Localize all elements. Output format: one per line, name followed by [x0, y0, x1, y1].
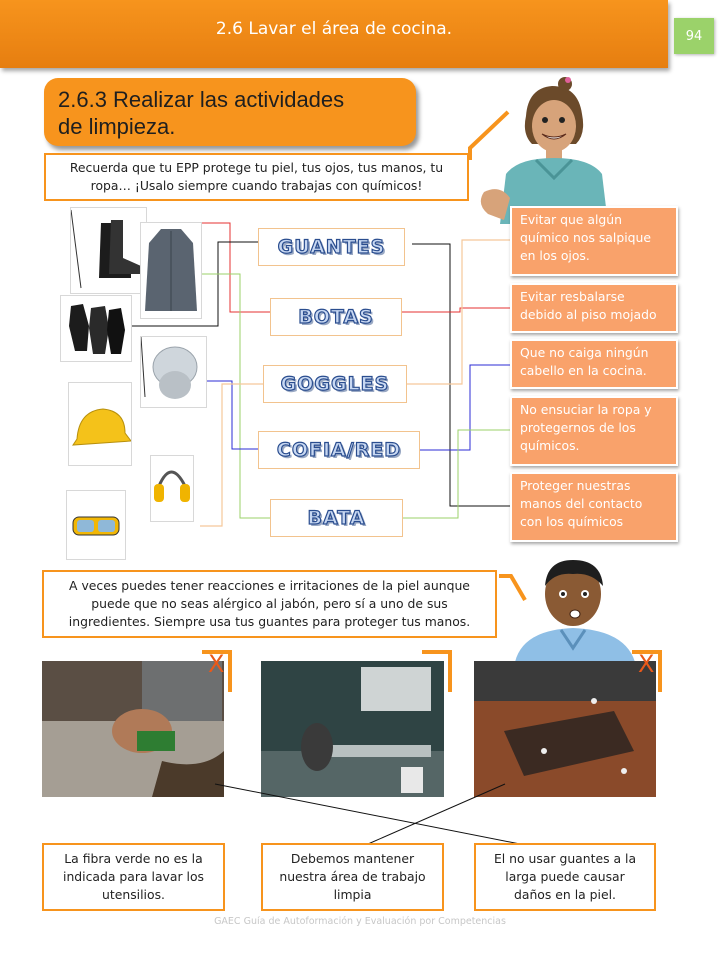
caption-connectors	[0, 780, 720, 850]
function-box-eyes	[510, 206, 678, 276]
function-text: Proteger nuestras	[520, 478, 631, 493]
coat-image	[140, 222, 202, 319]
caption-text: limpia	[333, 887, 372, 902]
skin-note-line1: A veces puedes tener reacciones e irritaciones de la piel aunque	[69, 578, 470, 593]
floor-photo-icon	[474, 661, 656, 797]
skin-note	[42, 570, 497, 638]
skin-note-line3: ingredientes. Siempre usa tus guantes para proteger tus manos.	[68, 614, 471, 629]
ppe-boots: BOTAS	[270, 298, 402, 336]
section-title	[44, 78, 416, 146]
hard-hat-icon	[69, 383, 131, 465]
caption-text: Debemos mantener	[290, 851, 415, 866]
goggles-image	[66, 490, 126, 560]
caption-text: indicada para lavar los	[63, 869, 204, 884]
hairnet-icon	[141, 337, 206, 407]
boots-icon	[71, 208, 146, 293]
page-number: 94	[674, 18, 714, 54]
caption-text: utensilios.	[102, 887, 165, 902]
skin-note-line2: puede que no seas alérgico al jabón, pero sí a uno de sus	[91, 596, 448, 611]
wrong-mark-3: X	[638, 650, 655, 678]
ppe-gloves: GUANTES	[258, 228, 405, 266]
caption-text: daños en la piel.	[514, 887, 616, 902]
caption-fiber	[42, 843, 225, 911]
caption-clean-area	[261, 843, 444, 911]
ppe-hairnet: COFIA/RED	[258, 431, 420, 469]
caption-text: larga puede causar	[505, 869, 625, 884]
section-title-line2: de limpieza.	[58, 114, 176, 139]
speech-pointer-2	[497, 574, 527, 606]
function-box-hair	[510, 339, 678, 389]
epp-note-line2: ropa… ¡Usalo siempre cuando trabajas con químicos!	[90, 178, 423, 193]
function-text: en los ojos.	[520, 248, 590, 263]
function-text: Evitar resbalarse	[520, 289, 625, 304]
caption-text: La fibra verde no es la	[64, 851, 203, 866]
header-title: 2.6 Lavar el área de cocina.	[215, 19, 453, 39]
ppe-coat: BATA	[270, 499, 403, 537]
function-text: con los químicos	[520, 514, 624, 529]
page-footer: GAEC Guía de Autoformación y Evaluación por Competencias	[214, 916, 506, 927]
function-box-clothes	[510, 396, 678, 466]
gloves-image	[60, 295, 132, 362]
checkbox-corner-2	[420, 650, 454, 696]
epp-note	[44, 153, 469, 201]
goggles-icon	[67, 491, 125, 559]
function-text: Evitar que algún	[520, 212, 622, 227]
man-illustration	[505, 550, 665, 662]
hardhat-image	[68, 382, 132, 466]
caption-text: nuestra área de trabajo	[279, 869, 426, 884]
photo-work-area	[261, 661, 444, 797]
page-header	[0, 0, 668, 68]
speech-pointer	[468, 110, 510, 170]
function-box-hands	[510, 472, 678, 542]
photo-floor	[474, 661, 656, 797]
ppe-goggles: GOGGLES	[263, 365, 407, 403]
gloves-icon	[61, 296, 131, 361]
section-title-line1: 2.6.3 Realizar las actividades	[58, 87, 345, 112]
wrong-mark-1: X	[208, 650, 225, 678]
kitchen-photo-icon	[261, 661, 444, 797]
hairnet-image	[140, 336, 207, 408]
function-text: Que no caiga ningún	[520, 345, 649, 360]
caption-text: El no usar guantes a la	[493, 851, 637, 866]
function-text: No ensuciar la ropa y	[520, 402, 652, 417]
epp-note-line1: Recuerda que tu EPP protege tu piel, tus ojos, tus manos, tu	[69, 160, 444, 175]
earmuffs-icon	[151, 456, 193, 521]
sink-photo-icon	[42, 661, 224, 797]
photo-fiber-washing	[42, 661, 224, 797]
boots-image	[70, 207, 147, 294]
lab-coat-icon	[141, 223, 201, 318]
function-text: químico nos salpique	[520, 230, 651, 245]
earmuffs-image	[150, 455, 194, 522]
function-text: manos del contacto	[520, 496, 643, 511]
caption-gloves	[474, 843, 656, 911]
function-text: debido al piso mojado	[520, 307, 657, 322]
function-text: protegernos de los	[520, 420, 636, 435]
function-text: cabello en la cocina.	[520, 363, 647, 378]
function-text: químicos.	[520, 438, 580, 453]
function-box-floor	[510, 283, 678, 333]
